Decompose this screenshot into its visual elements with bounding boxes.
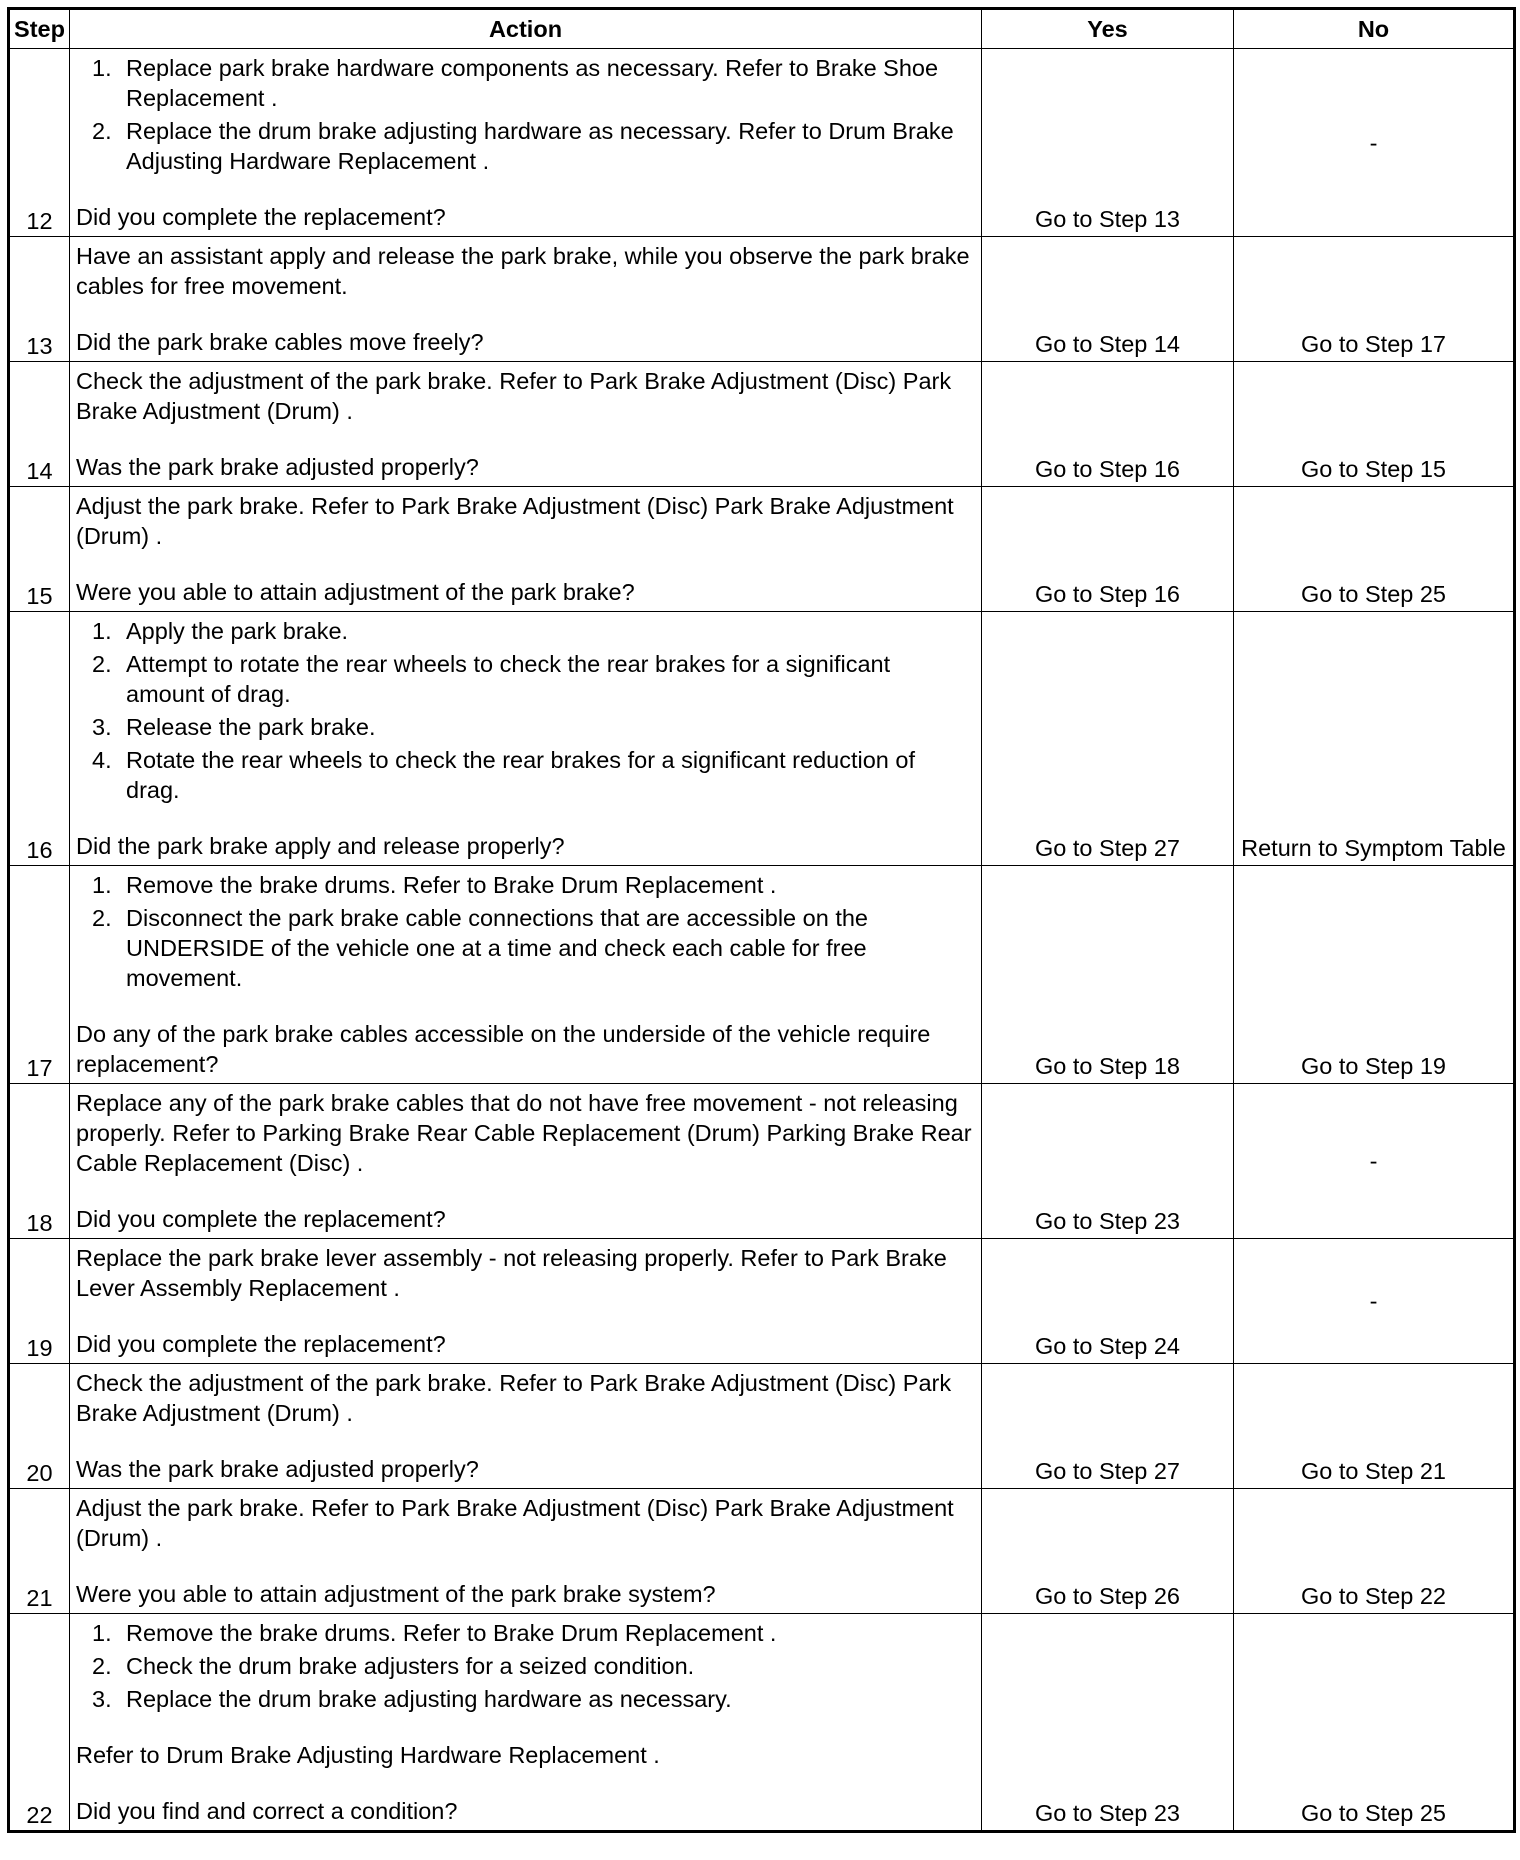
yes-result: Go to Step 23 (982, 1084, 1234, 1239)
diagnostic-table (7, 7, 1516, 1833)
action-cell (70, 612, 982, 866)
action-step-text: Remove the brake drums. Refer to Brake Drum Replacement . (126, 872, 777, 898)
header-yes: Yes (982, 9, 1234, 49)
step-number: 22 (9, 1614, 70, 1832)
action-step-number: 3. (92, 714, 112, 740)
step-number: 18 (9, 1084, 70, 1239)
action-instruction: Check the adjustment of the park brake. Refer to Park Brake Adjustment (Disc) Park Brake Adjustment (Drum) . (76, 1370, 952, 1426)
table-row (9, 49, 1515, 237)
no-result: Go to Step 25 (1234, 487, 1515, 612)
no-result: Go to Step 17 (1234, 237, 1515, 362)
step-number: 14 (9, 362, 70, 487)
action-step-number: 1. (92, 55, 112, 81)
action-step-item (76, 903, 973, 993)
no-result: - (1234, 1084, 1515, 1239)
action-step-number: 3. (92, 1686, 112, 1712)
no-result: - (1234, 49, 1515, 237)
action-step-item (76, 712, 973, 742)
yes-result: Go to Step 18 (982, 866, 1234, 1084)
action-step-item (76, 53, 973, 113)
yes-result: Go to Step 27 (982, 612, 1234, 866)
action-steps-list (76, 1618, 973, 1714)
yes-result: Go to Step 16 (982, 362, 1234, 487)
action-instruction: Adjust the park brake. Refer to Park Brake Adjustment (Disc) Park Brake Adjustment (Drum) . (76, 1495, 954, 1551)
action-step-number: 2. (92, 651, 112, 677)
action-instruction: Have an assistant apply and release the park brake, while you observe the park brake cables for free movement. (76, 243, 970, 299)
action-question: Did the park brake cables move freely? (76, 329, 484, 355)
no-result: - (1234, 1239, 1515, 1364)
action-cell (70, 487, 982, 612)
header-no: No (1234, 9, 1515, 49)
no-result: Go to Step 25 (1234, 1614, 1515, 1832)
action-step-item (76, 649, 973, 709)
action-cell (70, 1364, 982, 1489)
action-instruction: Replace the park brake lever assembly - not releasing properly. Refer to Park Brake Lever Assembly Replacement . (76, 1245, 947, 1301)
no-result: Return to Symptom Table (1234, 612, 1515, 866)
step-number: 15 (9, 487, 70, 612)
action-question: Was the park brake adjusted properly? (76, 1456, 479, 1482)
action-step-item (76, 1651, 973, 1681)
step-number: 16 (9, 612, 70, 866)
table-row (9, 487, 1515, 612)
action-step-number: 2. (92, 905, 112, 931)
action-step-item (76, 870, 973, 900)
action-step-text: Replace the drum brake adjusting hardware as necessary. Refer to Drum Brake Adjusting Hardware Replacement . (126, 118, 954, 174)
yes-result: Go to Step 27 (982, 1364, 1234, 1489)
action-steps-list (76, 870, 973, 993)
header-action: Action (70, 9, 982, 49)
table-row (9, 612, 1515, 866)
yes-result: Go to Step 16 (982, 487, 1234, 612)
action-question: Did you complete the replacement? (76, 1331, 446, 1357)
table-row (9, 866, 1515, 1084)
action-cell (70, 866, 982, 1084)
table-row (9, 1239, 1515, 1364)
action-question: Were you able to attain adjustment of the park brake system? (76, 1581, 716, 1607)
table-row (9, 1084, 1515, 1239)
step-number: 19 (9, 1239, 70, 1364)
action-question: Did you find and correct a condition? (76, 1798, 458, 1824)
yes-result: Go to Step 26 (982, 1489, 1234, 1614)
table-row (9, 237, 1515, 362)
action-steps-list (76, 616, 973, 805)
action-cell (70, 237, 982, 362)
action-question: Did the park brake apply and release properly? (76, 833, 565, 859)
action-step-item (76, 616, 973, 646)
step-number: 17 (9, 866, 70, 1084)
action-question: Do any of the park brake cables accessible on the underside of the vehicle require replacement? (76, 1021, 931, 1077)
no-result: Go to Step 19 (1234, 866, 1515, 1084)
action-step-text: Remove the brake drums. Refer to Brake Drum Replacement . (126, 1620, 777, 1646)
step-number: 20 (9, 1364, 70, 1489)
action-step-text: Replace park brake hardware components as necessary. Refer to Brake Shoe Replacement . (126, 55, 939, 111)
header-step: Step (9, 9, 70, 49)
no-result: Go to Step 15 (1234, 362, 1515, 487)
yes-result: Go to Step 24 (982, 1239, 1234, 1364)
action-step-item (76, 745, 973, 805)
action-cell (70, 1489, 982, 1614)
action-step-text: Apply the park brake. (126, 618, 349, 644)
yes-result: Go to Step 23 (982, 1614, 1234, 1832)
action-cell (70, 362, 982, 487)
action-step-text: Disconnect the park brake cable connections that are accessible on the UNDERSIDE of the vehicle one at a time and check each cable for free movement. (126, 905, 868, 991)
action-step-number: 2. (92, 1653, 112, 1679)
no-result: Go to Step 22 (1234, 1489, 1515, 1614)
action-step-text: Check the drum brake adjusters for a seized condition. (126, 1653, 695, 1679)
action-step-text: Replace the drum brake adjusting hardware as necessary. (126, 1686, 732, 1712)
table-row (9, 1489, 1515, 1614)
action-step-text: Rotate the rear wheels to check the rear brakes for a significant reduction of drag. (126, 747, 915, 803)
no-result: Go to Step 21 (1234, 1364, 1515, 1489)
step-number: 13 (9, 237, 70, 362)
yes-result: Go to Step 14 (982, 237, 1234, 362)
action-cell (70, 1239, 982, 1364)
action-instruction: Adjust the park brake. Refer to Park Brake Adjustment (Disc) Park Brake Adjustment (Drum) . (76, 493, 954, 549)
table-row (9, 1614, 1515, 1832)
action-question: Did you complete the replacement? (76, 204, 446, 230)
action-step-text: Release the park brake. (126, 714, 376, 740)
action-cell (70, 49, 982, 237)
action-step-item (76, 116, 973, 176)
action-step-number: 2. (92, 118, 112, 144)
action-steps-list (76, 53, 973, 176)
action-step-number: 1. (92, 1620, 112, 1646)
step-number: 21 (9, 1489, 70, 1614)
action-instruction: Replace any of the park brake cables that do not have free movement - not releasing properly. Refer to Parking Brake Rear Cable Replacement (Drum) Parking Brake Rear Cable Replacement (Disc) . (76, 1090, 972, 1176)
action-step-item (76, 1684, 973, 1714)
table-row (9, 362, 1515, 487)
action-step-item (76, 1618, 973, 1648)
action-question: Was the park brake adjusted properly? (76, 454, 479, 480)
table-row (9, 1364, 1515, 1489)
action-instruction: Check the adjustment of the park brake. Refer to Park Brake Adjustment (Disc) Park Brake Adjustment (Drum) . (76, 368, 952, 424)
action-question: Were you able to attain adjustment of the park brake? (76, 579, 635, 605)
action-question: Did you complete the replacement? (76, 1206, 446, 1232)
table-header-row (9, 9, 1515, 49)
table-body (9, 49, 1515, 1832)
action-step-number: 1. (92, 618, 112, 644)
yes-result: Go to Step 13 (982, 49, 1234, 237)
step-number: 12 (9, 49, 70, 237)
action-reference-note: Refer to Drum Brake Adjusting Hardware Replacement . (76, 1742, 660, 1768)
action-step-number: 4. (92, 747, 112, 773)
action-step-number: 1. (92, 872, 112, 898)
action-step-text: Attempt to rotate the rear wheels to check the rear brakes for a significant amount of drag. (126, 651, 891, 707)
action-cell (70, 1614, 982, 1832)
action-cell (70, 1084, 982, 1239)
